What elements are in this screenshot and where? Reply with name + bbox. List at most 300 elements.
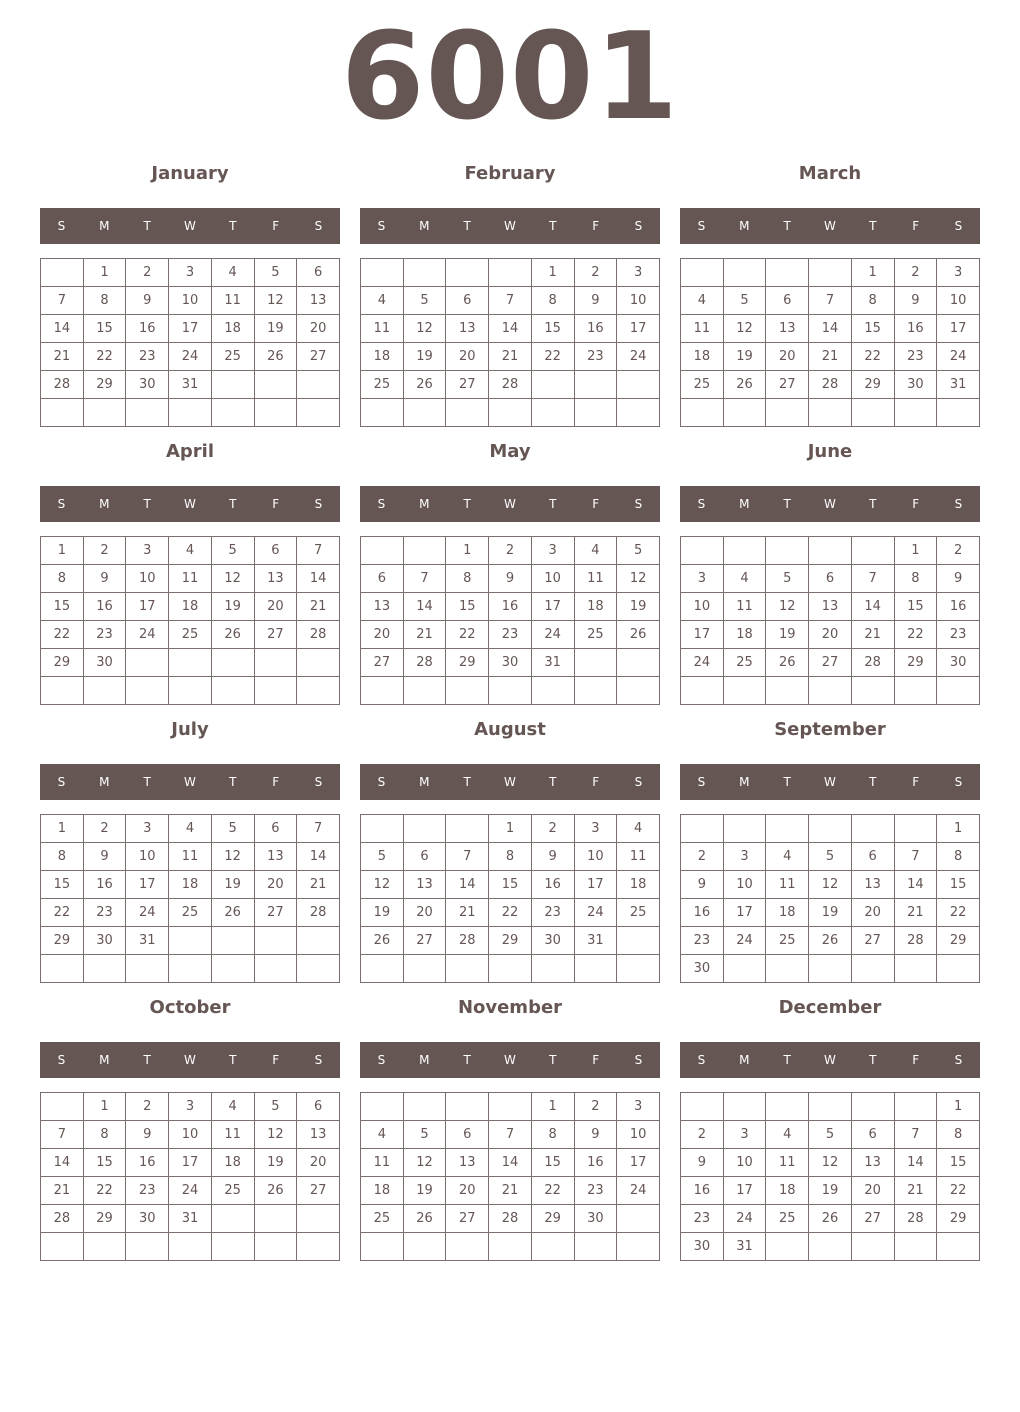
day-cell: 2 — [681, 843, 724, 871]
weekday-label: T — [549, 219, 557, 233]
weekday-header — [680, 208, 980, 244]
week-row — [41, 1149, 340, 1177]
day-cell: 13 — [297, 1121, 340, 1149]
month-september — [680, 717, 980, 987]
week-row — [361, 399, 660, 427]
week-row — [41, 593, 340, 621]
day-cell: 11 — [723, 593, 766, 621]
month-name: January — [151, 163, 229, 184]
day-cell: 9 — [126, 1121, 169, 1149]
day-cell — [254, 1205, 297, 1233]
day-cell — [809, 537, 852, 565]
weekday-label: S — [697, 219, 706, 233]
day-grid — [360, 1092, 660, 1261]
day-cell: 20 — [809, 621, 852, 649]
week-row — [681, 621, 980, 649]
day-cell: 17 — [617, 315, 660, 343]
week-row — [361, 287, 660, 315]
weekday-header — [40, 1042, 340, 1078]
day-cell — [41, 677, 84, 705]
day-cell — [126, 677, 169, 705]
day-cell: 21 — [489, 1177, 532, 1205]
day-cell — [937, 677, 980, 705]
day-cell: 13 — [403, 871, 446, 899]
day-cell: 25 — [766, 927, 809, 955]
day-cell — [766, 259, 809, 287]
day-cell: 22 — [83, 1177, 126, 1205]
day-cell: 27 — [809, 649, 852, 677]
weekday-label: T — [463, 497, 471, 511]
weekday-label: S — [954, 497, 963, 511]
day-cell — [361, 537, 404, 565]
day-cell: 18 — [169, 871, 212, 899]
day-cell: 21 — [894, 899, 937, 927]
day-cell: 16 — [126, 1149, 169, 1177]
weekday-label: W — [504, 219, 516, 233]
day-cell: 27 — [254, 899, 297, 927]
day-cell — [681, 259, 724, 287]
weekday-label: T — [869, 219, 877, 233]
day-cell: 25 — [766, 1205, 809, 1233]
month-january — [40, 161, 340, 431]
weekday-label: W — [184, 775, 196, 789]
weekday-label: S — [314, 219, 323, 233]
day-cell: 2 — [126, 259, 169, 287]
day-cell — [169, 677, 212, 705]
day-cell: 4 — [766, 843, 809, 871]
week-row — [681, 1149, 980, 1177]
day-cell: 16 — [83, 871, 126, 899]
day-cell: 9 — [937, 565, 980, 593]
day-cell: 12 — [809, 871, 852, 899]
day-cell: 25 — [617, 899, 660, 927]
weekday-header — [680, 1042, 980, 1078]
month-name: June — [807, 441, 853, 462]
week-row — [41, 315, 340, 343]
day-cell: 28 — [851, 649, 894, 677]
day-cell: 16 — [531, 871, 574, 899]
week-row — [681, 843, 980, 871]
day-cell: 25 — [169, 899, 212, 927]
week-row — [681, 1177, 980, 1205]
month-april — [40, 439, 340, 709]
week-row — [361, 315, 660, 343]
day-grid — [680, 814, 980, 983]
day-cell: 12 — [254, 287, 297, 315]
day-cell: 5 — [617, 537, 660, 565]
week-row — [681, 1233, 980, 1261]
day-cell: 24 — [617, 343, 660, 371]
day-cell: 26 — [809, 927, 852, 955]
week-row — [361, 927, 660, 955]
day-cell: 24 — [723, 1205, 766, 1233]
day-cell: 26 — [361, 927, 404, 955]
day-cell: 17 — [574, 871, 617, 899]
day-cell: 31 — [723, 1233, 766, 1261]
month-february — [360, 161, 660, 431]
day-cell: 11 — [574, 565, 617, 593]
day-cell: 4 — [211, 1093, 254, 1121]
week-row — [361, 593, 660, 621]
day-cell: 18 — [361, 343, 404, 371]
day-cell — [403, 399, 446, 427]
day-cell: 11 — [211, 287, 254, 315]
weekday-label: T — [143, 219, 151, 233]
weekday-label: T — [143, 775, 151, 789]
day-cell: 9 — [574, 287, 617, 315]
day-cell: 18 — [574, 593, 617, 621]
day-cell: 13 — [446, 1149, 489, 1177]
day-cell: 23 — [83, 621, 126, 649]
day-cell: 11 — [361, 1149, 404, 1177]
day-cell: 7 — [403, 565, 446, 593]
day-cell — [809, 399, 852, 427]
day-cell — [617, 1233, 660, 1261]
weekday-label: T — [549, 775, 557, 789]
day-cell — [41, 259, 84, 287]
day-cell: 23 — [126, 1177, 169, 1205]
day-grid — [680, 536, 980, 705]
day-cell — [403, 815, 446, 843]
day-cell: 6 — [851, 1121, 894, 1149]
weekday-label: M — [419, 219, 430, 233]
day-cell: 5 — [403, 287, 446, 315]
weekday-label: M — [739, 497, 750, 511]
day-cell: 1 — [937, 1093, 980, 1121]
day-cell: 12 — [403, 315, 446, 343]
weekday-label: T — [229, 497, 237, 511]
day-cell: 23 — [574, 343, 617, 371]
day-cell — [851, 537, 894, 565]
day-cell — [489, 399, 532, 427]
week-row — [361, 537, 660, 565]
day-cell: 28 — [41, 1205, 84, 1233]
day-cell: 14 — [894, 871, 937, 899]
day-cell: 7 — [809, 287, 852, 315]
weekday-label: W — [824, 497, 836, 511]
week-row — [41, 815, 340, 843]
day-cell: 14 — [809, 315, 852, 343]
day-cell: 27 — [361, 649, 404, 677]
day-cell: 20 — [297, 1149, 340, 1177]
day-cell — [211, 677, 254, 705]
weekday-header — [40, 208, 340, 244]
month-june — [680, 439, 980, 709]
day-cell: 8 — [446, 565, 489, 593]
day-cell: 14 — [489, 1149, 532, 1177]
weekday-label: S — [954, 219, 963, 233]
day-cell: 8 — [41, 843, 84, 871]
weekday-label: W — [824, 1053, 836, 1067]
day-cell: 15 — [489, 871, 532, 899]
day-cell — [617, 371, 660, 399]
day-cell — [254, 955, 297, 983]
weekday-label: S — [314, 775, 323, 789]
weekday-label: S — [57, 219, 66, 233]
day-cell: 6 — [446, 287, 489, 315]
day-cell: 23 — [126, 343, 169, 371]
day-cell: 22 — [531, 1177, 574, 1205]
day-cell: 15 — [83, 1149, 126, 1177]
weekday-header — [360, 208, 660, 244]
week-row — [41, 537, 340, 565]
day-cell: 6 — [254, 815, 297, 843]
day-cell: 7 — [446, 843, 489, 871]
day-cell: 13 — [361, 593, 404, 621]
day-cell — [361, 1233, 404, 1261]
day-cell — [126, 955, 169, 983]
day-cell: 22 — [41, 621, 84, 649]
day-cell — [211, 371, 254, 399]
day-cell: 21 — [894, 1177, 937, 1205]
day-cell: 6 — [766, 287, 809, 315]
day-cell: 3 — [617, 259, 660, 287]
weekday-label: S — [954, 1053, 963, 1067]
day-cell: 22 — [41, 899, 84, 927]
day-cell: 18 — [211, 1149, 254, 1177]
day-cell: 19 — [361, 899, 404, 927]
day-cell: 31 — [126, 927, 169, 955]
day-cell: 18 — [361, 1177, 404, 1205]
day-cell — [403, 1233, 446, 1261]
day-cell: 10 — [937, 287, 980, 315]
day-cell: 10 — [126, 565, 169, 593]
weekday-label: S — [377, 219, 386, 233]
day-cell: 14 — [41, 315, 84, 343]
day-cell — [169, 1233, 212, 1261]
weekday-label: T — [463, 1053, 471, 1067]
day-cell: 16 — [489, 593, 532, 621]
day-cell: 19 — [211, 871, 254, 899]
day-cell — [446, 259, 489, 287]
weekday-label: F — [912, 1053, 920, 1067]
month-august — [360, 717, 660, 987]
day-cell: 23 — [681, 927, 724, 955]
day-cell — [83, 677, 126, 705]
week-row — [681, 565, 980, 593]
day-cell — [403, 955, 446, 983]
day-cell: 13 — [851, 871, 894, 899]
day-cell: 15 — [41, 871, 84, 899]
weekday-label: T — [463, 775, 471, 789]
day-grid — [360, 536, 660, 705]
day-cell — [361, 955, 404, 983]
week-row — [41, 287, 340, 315]
week-row — [41, 899, 340, 927]
day-cell — [446, 1093, 489, 1121]
day-cell — [617, 677, 660, 705]
day-cell — [894, 815, 937, 843]
week-row — [41, 259, 340, 287]
day-cell: 22 — [851, 343, 894, 371]
month-december — [680, 995, 980, 1265]
day-cell: 6 — [809, 565, 852, 593]
weekday-label: T — [869, 1053, 877, 1067]
day-cell: 30 — [489, 649, 532, 677]
day-cell: 13 — [851, 1149, 894, 1177]
week-row — [41, 565, 340, 593]
day-cell: 16 — [681, 899, 724, 927]
day-cell — [723, 815, 766, 843]
day-cell: 11 — [361, 315, 404, 343]
day-cell: 6 — [403, 843, 446, 871]
day-cell — [169, 399, 212, 427]
day-cell: 3 — [617, 1093, 660, 1121]
day-cell — [361, 399, 404, 427]
day-cell — [766, 815, 809, 843]
day-cell: 11 — [211, 1121, 254, 1149]
day-cell: 26 — [403, 371, 446, 399]
day-grid — [40, 1092, 340, 1261]
week-row — [361, 649, 660, 677]
year-title: 6001 — [341, 8, 679, 147]
day-cell: 17 — [723, 1177, 766, 1205]
day-cell: 24 — [574, 899, 617, 927]
day-cell — [254, 677, 297, 705]
day-cell — [403, 259, 446, 287]
day-cell: 4 — [211, 259, 254, 287]
day-cell — [126, 1233, 169, 1261]
day-cell: 1 — [83, 259, 126, 287]
day-cell: 26 — [809, 1205, 852, 1233]
weekday-label: F — [912, 497, 920, 511]
day-cell — [851, 1233, 894, 1261]
day-cell — [766, 1093, 809, 1121]
week-row — [41, 927, 340, 955]
day-cell: 7 — [297, 537, 340, 565]
week-row — [681, 343, 980, 371]
day-cell: 27 — [297, 1177, 340, 1205]
weekday-label: S — [697, 497, 706, 511]
day-grid — [40, 536, 340, 705]
week-row — [361, 565, 660, 593]
day-cell — [574, 649, 617, 677]
day-cell: 17 — [126, 593, 169, 621]
day-cell: 22 — [446, 621, 489, 649]
day-cell: 17 — [531, 593, 574, 621]
day-cell: 12 — [766, 593, 809, 621]
day-cell: 4 — [361, 1121, 404, 1149]
week-row — [681, 593, 980, 621]
day-cell — [766, 399, 809, 427]
day-grid — [40, 258, 340, 427]
day-cell — [489, 1093, 532, 1121]
day-cell: 21 — [446, 899, 489, 927]
day-cell — [254, 371, 297, 399]
day-cell: 22 — [937, 1177, 980, 1205]
month-name: December — [778, 997, 882, 1018]
day-cell: 24 — [169, 1177, 212, 1205]
day-cell: 28 — [489, 371, 532, 399]
weekday-label: T — [783, 497, 791, 511]
weekday-label: T — [549, 1053, 557, 1067]
day-cell: 21 — [403, 621, 446, 649]
day-cell — [574, 1233, 617, 1261]
day-cell — [809, 677, 852, 705]
day-cell — [617, 399, 660, 427]
day-cell: 22 — [894, 621, 937, 649]
day-cell: 12 — [254, 1121, 297, 1149]
weekday-label: M — [739, 219, 750, 233]
day-cell: 25 — [361, 1205, 404, 1233]
day-cell: 27 — [851, 1205, 894, 1233]
day-cell — [83, 399, 126, 427]
week-row — [681, 371, 980, 399]
day-cell: 17 — [723, 899, 766, 927]
day-cell — [211, 955, 254, 983]
week-row — [361, 955, 660, 983]
day-cell: 8 — [851, 287, 894, 315]
day-cell — [126, 399, 169, 427]
week-row — [41, 1121, 340, 1149]
day-cell: 23 — [574, 1177, 617, 1205]
day-cell — [297, 649, 340, 677]
day-cell — [851, 1093, 894, 1121]
day-cell — [41, 1093, 84, 1121]
day-cell — [574, 371, 617, 399]
day-cell: 6 — [361, 565, 404, 593]
day-cell: 11 — [617, 843, 660, 871]
day-cell: 24 — [126, 899, 169, 927]
weekday-label: S — [634, 775, 643, 789]
day-cell: 13 — [254, 843, 297, 871]
weekday-label: W — [504, 1053, 516, 1067]
week-row — [41, 871, 340, 899]
day-cell: 8 — [937, 1121, 980, 1149]
weekday-label: W — [184, 219, 196, 233]
week-row — [41, 399, 340, 427]
day-cell: 1 — [937, 815, 980, 843]
day-cell: 31 — [531, 649, 574, 677]
day-cell: 16 — [574, 315, 617, 343]
day-cell — [211, 649, 254, 677]
day-cell — [766, 537, 809, 565]
day-cell: 1 — [41, 537, 84, 565]
weekday-label: W — [824, 219, 836, 233]
weekday-label: T — [783, 219, 791, 233]
day-cell: 3 — [937, 259, 980, 287]
week-row — [681, 1205, 980, 1233]
day-cell: 28 — [894, 1205, 937, 1233]
day-cell: 30 — [126, 1205, 169, 1233]
day-cell: 3 — [126, 537, 169, 565]
weekday-label: S — [314, 1053, 323, 1067]
day-cell — [361, 815, 404, 843]
day-cell — [254, 1233, 297, 1261]
day-cell — [809, 1233, 852, 1261]
week-row — [41, 1093, 340, 1121]
day-cell: 26 — [617, 621, 660, 649]
day-cell: 2 — [574, 1093, 617, 1121]
day-cell — [211, 1233, 254, 1261]
week-row — [361, 1177, 660, 1205]
day-cell: 9 — [126, 287, 169, 315]
day-grid — [360, 258, 660, 427]
day-cell: 18 — [681, 343, 724, 371]
day-cell: 27 — [446, 1205, 489, 1233]
day-cell — [937, 1233, 980, 1261]
week-row — [41, 1205, 340, 1233]
day-cell: 19 — [211, 593, 254, 621]
day-cell: 20 — [403, 899, 446, 927]
weekday-label: S — [634, 1053, 643, 1067]
day-cell: 3 — [169, 259, 212, 287]
day-cell: 16 — [937, 593, 980, 621]
day-cell: 18 — [211, 315, 254, 343]
day-cell: 12 — [211, 843, 254, 871]
day-cell: 29 — [937, 927, 980, 955]
day-cell — [937, 955, 980, 983]
